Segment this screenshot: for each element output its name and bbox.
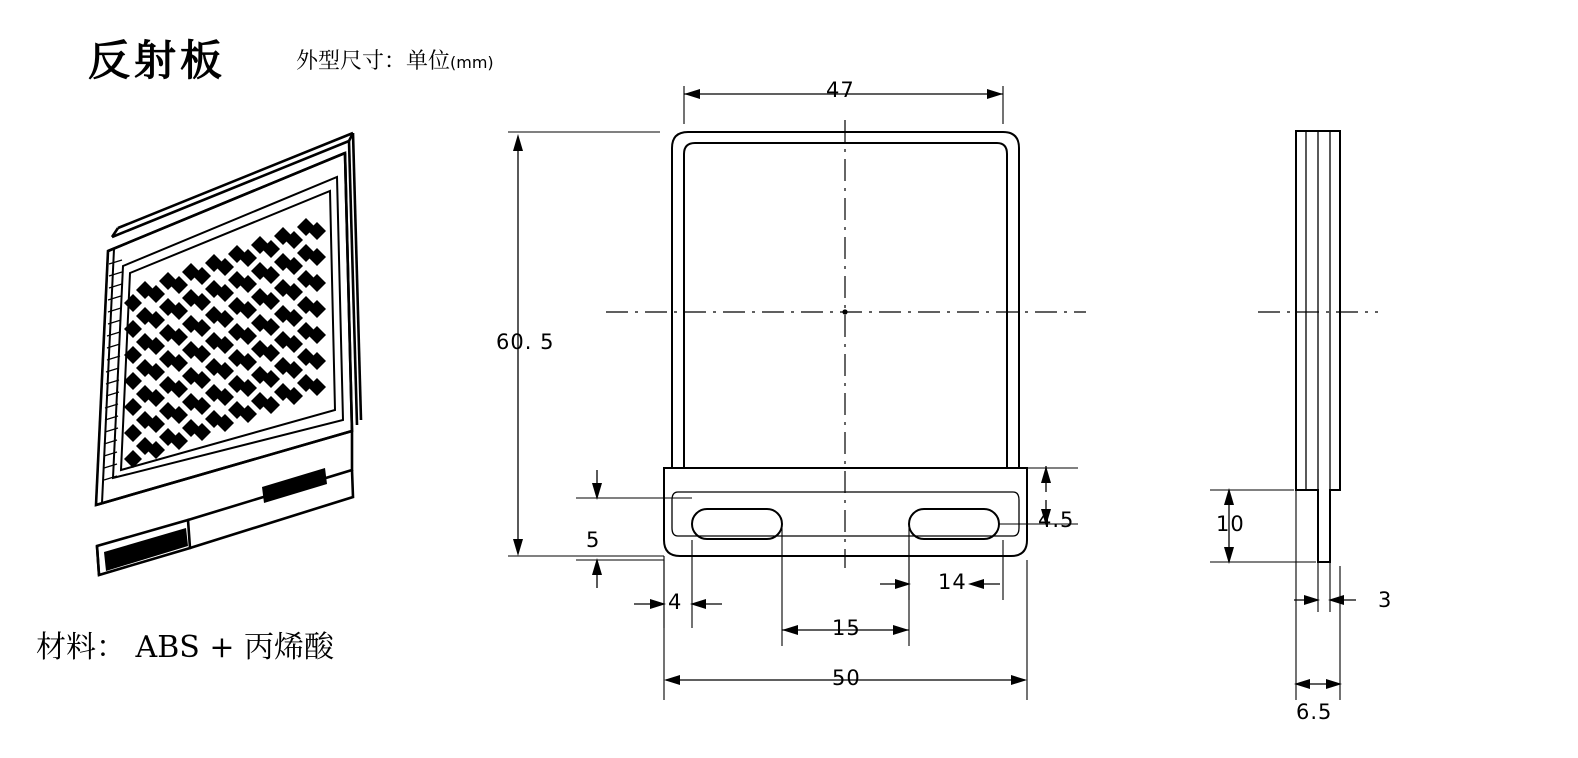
dim-label-4: 4 xyxy=(668,590,683,614)
material-note: 材料： ABS + 丙烯酸 xyxy=(36,630,335,665)
subtitle-unit: (mm) xyxy=(450,53,494,72)
subtitle-text: 外型尺寸：单位 xyxy=(296,49,451,74)
dim-label-60-5: 60. 5 xyxy=(496,330,555,354)
dim-3 xyxy=(1294,562,1356,612)
dim-label-6-5: 6.5 xyxy=(1296,700,1333,724)
dim-label-14: 14 xyxy=(938,570,967,594)
dim-label-4-5: 4.5 xyxy=(1038,508,1075,532)
page-title: 反射板 xyxy=(88,36,227,85)
dim-label-50: 50 xyxy=(832,666,861,690)
dim-label-47: 47 xyxy=(826,78,855,102)
dim-label-10: 10 xyxy=(1216,512,1245,536)
dim-label-5: 5 xyxy=(586,528,601,552)
dim-label-3: 3 xyxy=(1378,588,1393,612)
dim-label-15: 15 xyxy=(832,616,861,640)
